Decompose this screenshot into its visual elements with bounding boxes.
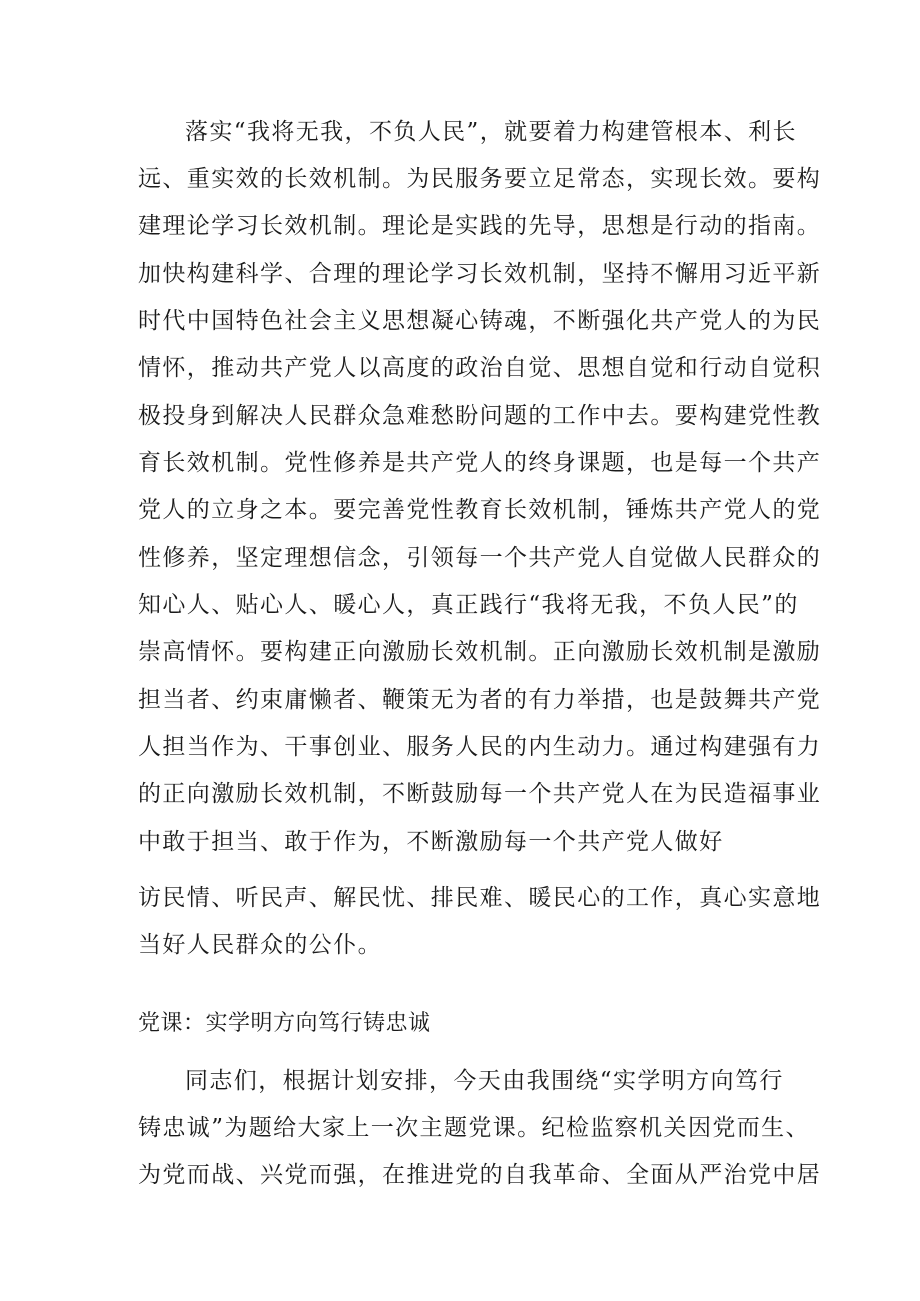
paragraph-line: 远、重实效的长效机制。为民服务要立足常态，实现长效。要构 xyxy=(138,166,822,192)
paragraph-line: 建理论学习长效机制。理论是实践的先导，思想是行动的指南。 xyxy=(138,213,822,239)
paragraph-line: 加快构建科学、合理的理论学习长效机制，坚持不懈用习近平新 xyxy=(138,261,822,287)
paragraph-line: 同志们，根据计划安排，今天由我围绕“实学明方向笃行 xyxy=(185,1068,784,1094)
paragraph-line: 育长效机制。党性修养是共产党人的终身课题，也是每一个共产 xyxy=(138,450,822,476)
paragraph-line: 知心人、贴心人、暖心人，真正践行“我将无我，不负人民”的 xyxy=(138,592,799,618)
paragraph-line: 情怀，推动共产党人以高度的政治自觉、思想自觉和行动自觉积 xyxy=(138,355,822,381)
paragraph-line: 铸忠诚”为题给大家上一次主题党课。纪检监察机关因党而生、 xyxy=(138,1115,810,1141)
paragraph-line: 的正向激励长效机制，不断鼓励每一个共产党人在为民造福事业 xyxy=(138,781,822,807)
section-heading: 党课：实学明方向笃行铸忠诚 xyxy=(138,1011,431,1036)
paragraph-line: 访民情、听民声、解民忧、排民难、暖民心的工作，真心实意地 xyxy=(138,885,822,911)
paragraph-line: 人担当作为、干事创业、服务人民的内生动力。通过构建强有力 xyxy=(138,734,822,760)
paragraph-line: 党人的立身之本。要完善党性教育长效机制，锤炼共产党人的党 xyxy=(138,497,822,523)
paragraph-line: 为党而战、兴党而强，在推进党的自我革命、全面从严治党中居 xyxy=(138,1162,822,1188)
paragraph-line: 时代中国特色社会主义思想凝心铸魂，不断强化共产党人的为民 xyxy=(138,308,822,334)
paragraph-line: 极投身到解决人民群众急难愁盼问题的工作中去。要构建党性教 xyxy=(138,403,822,429)
paragraph-line: 中敢于担当、敢于作为，不断激励每一个共产党人做好 xyxy=(138,829,724,855)
paragraph-line: 崇高情怀。要构建正向激励长效机制。正向激励长效机制是激励 xyxy=(138,639,822,665)
paragraph-line: 落实“我将无我，不负人民”，就要着力构建管根本、利长 xyxy=(185,119,797,145)
paragraph-line: 性修养，坚定理想信念，引领每一个共产党人自觉做人民群众的 xyxy=(138,545,822,571)
paragraph-line: 担当者、约束庸懒者、鞭策无为者的有力举措，也是鼓舞共产党 xyxy=(138,687,822,713)
paragraph-line: 当好人民群众的公仆。 xyxy=(138,932,382,958)
